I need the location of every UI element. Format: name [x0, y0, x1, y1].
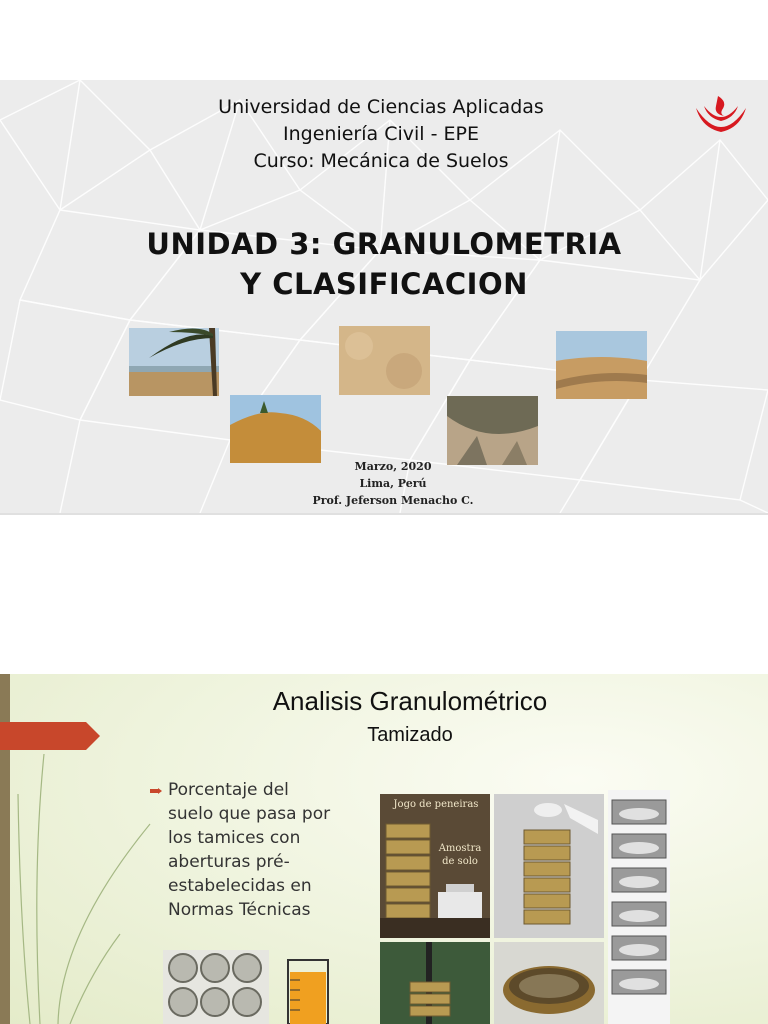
title-slide [0, 80, 768, 515]
university-logo [692, 94, 750, 140]
slide-subtitle: Tamizado [367, 724, 453, 746]
title-arrow-marker [0, 722, 100, 750]
sieve-stack-diagram-photo [608, 790, 670, 1024]
sand-texture-photo [339, 326, 430, 395]
soil-mound-photo [230, 395, 321, 463]
bullet-arrow-icon [150, 788, 162, 794]
slide-title: Analisis Granulométrico [272, 686, 548, 716]
sieve-shaker-photo [380, 942, 490, 1024]
presentation-location: Lima, Perú [359, 477, 427, 490]
unit-title-line-1: UNIDAD 3: GRANULOMETRIA [146, 227, 622, 261]
soil-sample-label: Amostra de solo [438, 843, 482, 867]
sample-pouring-photo [494, 794, 604, 938]
soil-slope-photo [447, 396, 538, 465]
cylinder-icon-graphic [286, 958, 330, 1024]
presentation-info [0, 458, 768, 509]
course-name: Curso: Mecánica de Suelos [253, 150, 509, 172]
sieves-top-view-photo [163, 950, 269, 1024]
presenter-name: Prof. Jeferson Menacho C. [312, 494, 474, 507]
sieve-pan-photo [494, 942, 604, 1024]
beach-palm-photo [129, 328, 219, 396]
program-name: Ingeniería Civil - EPE [283, 123, 479, 145]
bullet-text: Porcentaje del suelo que pasa por los tamices con aberturas pré- estabelecidas en Normas Técnicas [168, 780, 331, 920]
sand-dunes-road-photo [556, 331, 647, 399]
unit-title [0, 224, 768, 304]
sieve-set-label: Jogo de peneiras [393, 799, 479, 810]
unit-title-line-2: Y CLASIFICACION [240, 267, 528, 301]
institution-header [0, 94, 768, 175]
content-slide [0, 674, 768, 1024]
presentation-date: Marzo, 2020 [354, 460, 432, 473]
university-name: Universidad de Ciencias Aplicadas [218, 96, 544, 118]
